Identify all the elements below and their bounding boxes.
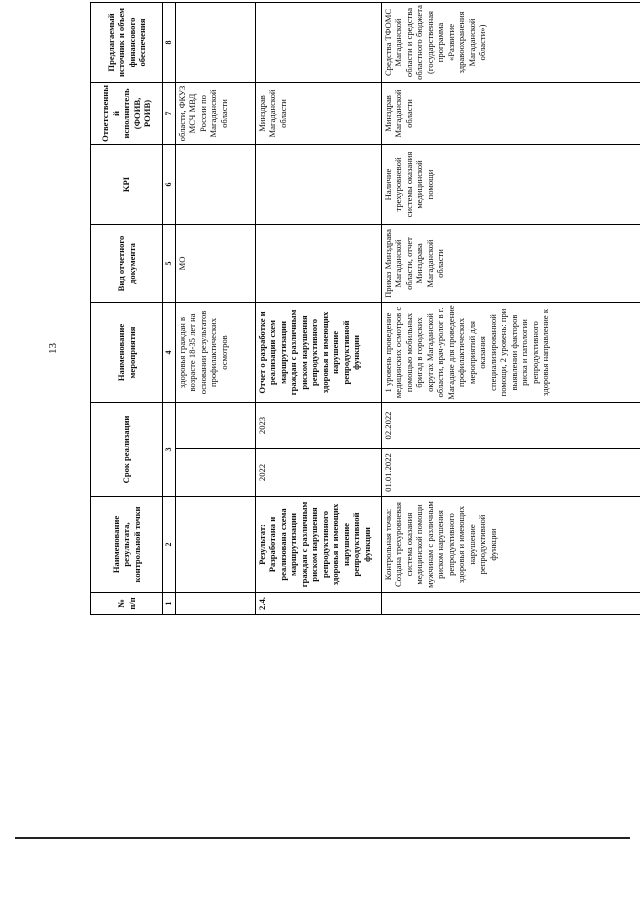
activity-cell: Отчет о разработке и реализации схем маршрутизации граждан с различным риском нарушения репродуктивного здоровья и имеющих нарушение репродуктивной функции [255, 302, 381, 402]
start-date-cell [175, 449, 255, 497]
activity-cell: здоровья граждан в возрасте 18-35 лет на основании результатов профилактических осмотров [175, 302, 255, 402]
header-cell-executor: Ответственный исполнитель (ФОИВ, РОИВ) [91, 82, 163, 144]
executor-cell: области, ФКУЗ МСЧ МВД России по Магаданской области [175, 82, 255, 144]
start-date-cell: 01.01.2022 [381, 449, 640, 497]
activities-table [90, 2, 640, 615]
column-number: 7 [163, 82, 176, 144]
table-row [255, 2, 381, 614]
table-row [381, 2, 640, 614]
executor-cell: Минздрав Магаданской области [381, 82, 640, 144]
row-number [175, 593, 255, 615]
source-cell [255, 2, 381, 82]
page-number: 13 [47, 343, 59, 354]
activity-cell: 1 уровень проведение медицинских осмотров с помощью мобильных бригад в городских округах Магаданской области, врач-уролог в г. Магадане для проведение профилактических мероприятий для оказания специализированной помощи, 2 уровень: при выявлении факторов риска и патологии репродуктивного здоровья направление к [381, 302, 640, 402]
row-number [381, 593, 640, 615]
result-cell: Результат: Разработана и реализована схема маршрутизации граждан с различным риском нарушения репродуктивного здоровья и имеющих нарушение репродуктивной функции [255, 497, 381, 593]
header-cell-activity: Наименование мероприятия [91, 302, 163, 402]
header-row [91, 2, 163, 614]
kpi-cell [175, 144, 255, 224]
start-date-cell: 2022 [255, 449, 381, 497]
end-date-cell: 2023 [255, 402, 381, 448]
column-number: 2 [163, 497, 176, 593]
document-cell [255, 224, 381, 302]
footer-divider [15, 837, 630, 839]
column-number: 3 [163, 402, 176, 496]
column-number: 8 [163, 2, 176, 82]
column-number-row [163, 2, 176, 614]
executor-cell: Минздрав Магаданской области [255, 82, 381, 144]
header-cell-no: № п/п [91, 593, 163, 615]
column-number: 4 [163, 302, 176, 402]
column-number: 6 [163, 144, 176, 224]
header-cell-period: Срок реализации [91, 402, 163, 496]
column-number: 1 [163, 593, 176, 615]
result-cell [175, 497, 255, 593]
end-date-cell: 02.2022 [381, 402, 640, 448]
header-cell-kpi: KPI [91, 144, 163, 224]
document-cell: МО [175, 224, 255, 302]
row-number: 2.4. [255, 593, 381, 615]
source-cell: Средства ТФОМС Магаданской области и средства областного бюджета (государственная программа «Развитие здравоохранения Магаданской области») [381, 2, 640, 82]
source-cell [175, 2, 255, 82]
column-number: 5 [163, 224, 176, 302]
kpi-cell [255, 144, 381, 224]
document-cell: Приказ Минздрава Магаданской области, отчет Минздрава Магаданской области [381, 224, 640, 302]
kpi-cell: Наличие трехуровневой системы оказания медицинской помощи [381, 144, 640, 224]
header-cell-source: Предлагаемый источник и объем финансового обеспечения [91, 2, 163, 82]
rotated-page-content [90, 3, 640, 615]
end-date-cell [175, 402, 255, 448]
result-cell: Контрольная точка: Создана трехуровневая система оказания медицинской помощи мужчинам с различным риском нарушения репродуктивного здоровья и имеющих нарушение репродуктивной функции [381, 497, 640, 593]
header-cell-document: Вид отчетного документа [91, 224, 163, 302]
header-cell-result: Наименование результата, контрольной точки [91, 497, 163, 593]
table-row [175, 2, 255, 614]
